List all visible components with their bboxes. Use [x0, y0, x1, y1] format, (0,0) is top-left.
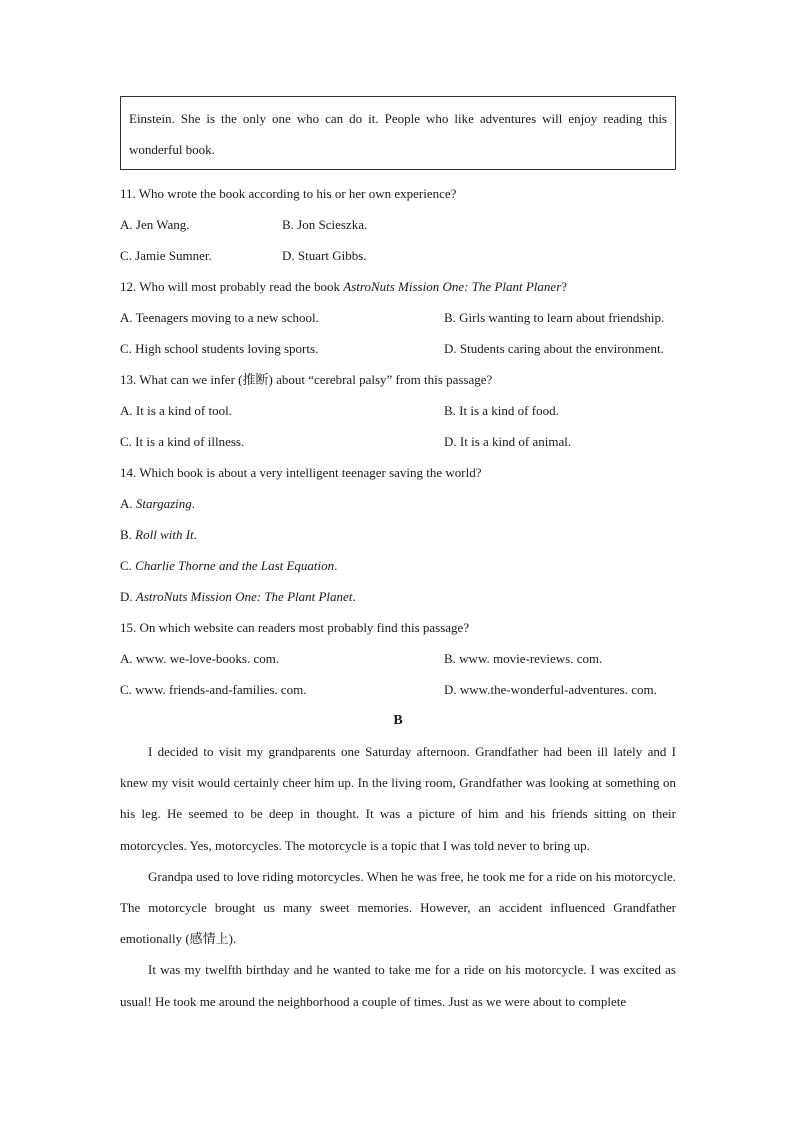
- question-12: [120, 271, 676, 302]
- q12-options-row-2: [120, 333, 676, 364]
- q13-option-a: A. It is a kind of tool.: [120, 403, 232, 418]
- question-12-suffix: ?: [561, 279, 568, 294]
- q14-option-d-title: AstroNuts Mission One: The Plant Planet: [135, 589, 353, 604]
- q14-option-c-letter: C.: [120, 558, 136, 573]
- passage-b-paragraph-2: Grandpa used to love riding motorcycles. When he was free, he took me for a ride on his motorcycle. The motorcycle brought us many sweet memories. However, an accident influenced Grandfather emotionally (感情上).: [120, 868, 676, 947]
- q15-option-b: B. www. movie-reviews. com.: [444, 651, 603, 666]
- q12-options-row-1: [120, 302, 676, 333]
- question-12-prefix: 12. Who will most probably read the book: [120, 279, 344, 294]
- passage-box: [120, 96, 676, 170]
- q15-option-d: D. www.the-wonderful-adventures. com.: [444, 682, 657, 697]
- q12-option-a: A. Teenagers moving to a new school.: [120, 310, 319, 325]
- q13-options-row-1: [120, 395, 676, 426]
- passage-b-paragraph-1: I decided to visit my grandparents one Saturday afternoon. Grandfather had been ill lately and I knew my visit would certainly cheer him up. In the living room, Grandfather was looking at something on his leg. He seemed to be deep in thought. It was a picture of him and his friends sitting on their motorcycles. Yes, motorcycles. The motorcycle is a topic that I was told never to bring up.: [120, 744, 676, 853]
- section-b-heading: B: [393, 713, 403, 728]
- q14-option-d-end: .: [352, 589, 356, 604]
- q14-option-c-end: .: [334, 558, 338, 573]
- q14-option-a: [120, 488, 676, 519]
- q15-option-a: A. www. we-love-books. com.: [120, 651, 280, 666]
- q14-option-b: [120, 519, 676, 550]
- q15-options-row-2: [120, 674, 676, 705]
- q13-option-c: C. It is a kind of illness.: [120, 434, 245, 449]
- q12-option-c: C. High school students loving sports.: [120, 341, 319, 356]
- q13-option-b: B. It is a kind of food.: [444, 403, 559, 418]
- passage-b-paragraph-3: It was my twelfth birthday and he wanted to take me for a ride on his motorcycle. I was excited as usual! He took me around the neighborhood a couple of times. Just as we were about to complete: [120, 962, 676, 1009]
- q13-options-row-2: [120, 426, 676, 457]
- q14-option-a-end: .: [191, 496, 195, 511]
- question-12-book-title: AstroNuts Mission One: The Plant Planer: [343, 279, 562, 294]
- q14-option-b-end: .: [193, 527, 197, 542]
- q11-option-a: A. Jen Wang.: [120, 217, 190, 232]
- q12-option-d: D. Students caring about the environment.: [444, 341, 664, 356]
- q11-option-d: D. Stuart Gibbs.: [282, 248, 367, 263]
- q15-option-c: C. www. friends-and-families. com.: [120, 682, 307, 697]
- question-11: 11. Who wrote the book according to his or her own experience?: [120, 186, 457, 201]
- q14-option-c-title: Charlie Thorne and the Last Equation: [135, 558, 335, 573]
- question-14: 14. Which book is about a very intelligent teenager saving the world?: [120, 465, 482, 480]
- q15-options-row-1: [120, 643, 676, 674]
- q14-option-a-title: Stargazing: [135, 496, 192, 511]
- q14-option-a-letter: A.: [120, 496, 136, 511]
- q12-option-b: B. Girls wanting to learn about friendship.: [444, 310, 665, 325]
- q11-options-row-2: [120, 240, 676, 271]
- question-15: 15. On which website can readers most probably find this passage?: [120, 620, 470, 635]
- q14-option-b-letter: B.: [120, 527, 136, 542]
- q14-option-b-title: Roll with It: [135, 527, 194, 542]
- q14-option-d: [120, 581, 676, 612]
- q11-option-c: C. Jamie Sumner.: [120, 248, 212, 263]
- question-13: 13. What can we infer (推断) about “cerebral palsy” from this passage?: [120, 372, 493, 387]
- passage-box-text: Einstein. She is the only one who can do it. People who like adventures will enjoy reading this wonderful book.: [129, 111, 667, 157]
- q13-option-d: D. It is a kind of animal.: [444, 434, 572, 449]
- q11-option-b: B. Jon Scieszka.: [282, 217, 368, 232]
- q14-option-c: [120, 550, 676, 581]
- page-content: [120, 96, 676, 1017]
- q11-options-row-1: [120, 209, 676, 240]
- q14-option-d-letter: D.: [120, 589, 136, 604]
